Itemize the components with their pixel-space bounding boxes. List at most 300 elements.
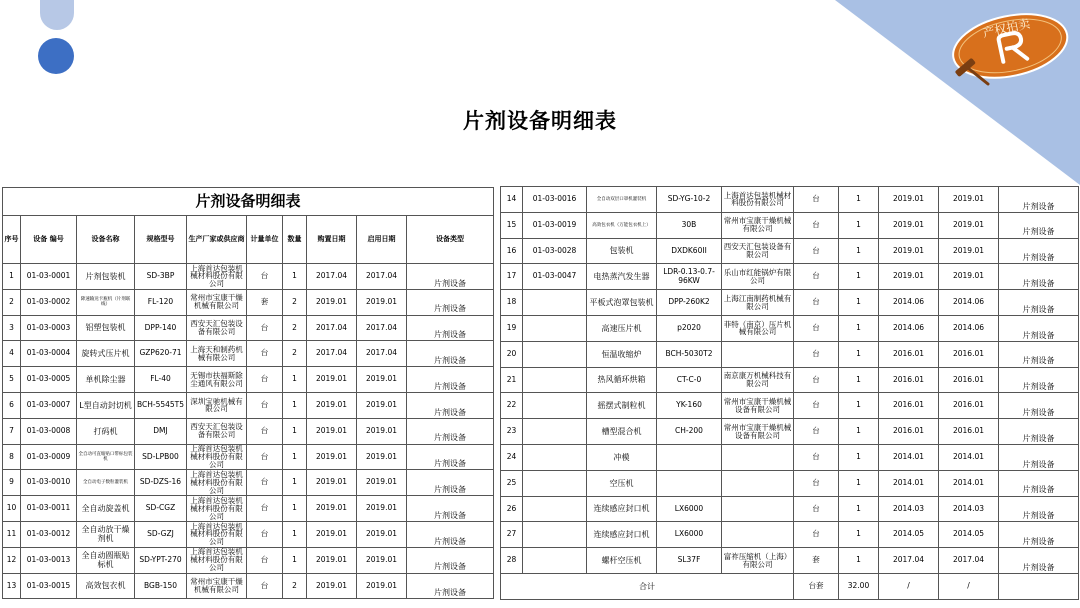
table-cell: 台 bbox=[794, 470, 839, 496]
table-cell bbox=[523, 444, 587, 470]
table-row bbox=[3, 573, 494, 599]
table-cell: 2019.01 bbox=[357, 470, 407, 496]
table-cell: 菲特（南京）压片机械有限公司 bbox=[722, 315, 794, 341]
table-cell: 2014.05 bbox=[879, 522, 939, 548]
table-cell: p2020 bbox=[657, 315, 722, 341]
table-cell: 1 bbox=[839, 212, 879, 238]
table-cell: 空压机 bbox=[587, 470, 657, 496]
table-cell: LX6000 bbox=[657, 522, 722, 548]
table-cell: 全自动旋盖机 bbox=[77, 496, 135, 522]
table-cell bbox=[523, 470, 587, 496]
table-cell: 片剂设备 bbox=[407, 264, 494, 290]
table-cell: 2017.04 bbox=[357, 315, 407, 341]
table-cell: 01-03-0019 bbox=[523, 212, 587, 238]
table-cell: 西安天汇包装设备有限公司 bbox=[722, 238, 794, 264]
table-cell: 台 bbox=[247, 392, 283, 418]
table-cell: 2019.01 bbox=[307, 521, 357, 547]
table-row bbox=[501, 548, 1079, 574]
table-row bbox=[3, 547, 494, 573]
equipment-table-left bbox=[2, 187, 494, 599]
table-cell: 2019.01 bbox=[307, 547, 357, 573]
table-cell: 4 bbox=[3, 341, 21, 367]
table-cell: L型自动封切机 bbox=[77, 392, 135, 418]
table-cell: 片剂设备 bbox=[999, 290, 1079, 316]
table-cell: 全自动电子数粒灌装机 bbox=[77, 470, 135, 496]
table-cell: 套 bbox=[247, 289, 283, 315]
table-cell: 打码机 bbox=[77, 418, 135, 444]
table-cell: 2016.01 bbox=[939, 367, 999, 393]
table-cell: 1 bbox=[283, 521, 307, 547]
table-cell: 19 bbox=[501, 315, 523, 341]
table-row bbox=[3, 264, 494, 290]
table-cell: 16 bbox=[501, 238, 523, 264]
table-cell: 上海首达包装机械材料股份有限公司 bbox=[187, 470, 247, 496]
table-cell bbox=[523, 315, 587, 341]
table-row bbox=[501, 315, 1079, 341]
table-cell: 1 bbox=[839, 264, 879, 290]
table-cell: YK-160 bbox=[657, 393, 722, 419]
table-cell: 片剂设备 bbox=[999, 393, 1079, 419]
table-cell: 1 bbox=[839, 393, 879, 419]
table-cell: 11 bbox=[3, 521, 21, 547]
decorative-circle bbox=[38, 38, 74, 74]
table-cell: 连续感应封口机 bbox=[587, 522, 657, 548]
table-cell: 全自动双层口罩机灌装机 bbox=[587, 187, 657, 213]
table-cell: 1 bbox=[839, 548, 879, 574]
table-cell: 1 bbox=[283, 418, 307, 444]
table-cell: 台 bbox=[794, 444, 839, 470]
table-cell: 1 bbox=[283, 547, 307, 573]
table-row bbox=[3, 521, 494, 547]
equipment-table-right bbox=[500, 186, 1079, 600]
table-cell bbox=[523, 393, 587, 419]
table-cell: CT-C-0 bbox=[657, 367, 722, 393]
table-cell: 9 bbox=[3, 470, 21, 496]
table-cell bbox=[722, 444, 794, 470]
table-cell: 台 bbox=[247, 264, 283, 290]
column-header: 数量 bbox=[283, 216, 307, 264]
table-cell: 台 bbox=[794, 264, 839, 290]
table-cell: 片剂设备 bbox=[999, 367, 1079, 393]
table-cell: CH-200 bbox=[657, 419, 722, 445]
table-row bbox=[501, 444, 1079, 470]
table-cell bbox=[657, 470, 722, 496]
table-cell: 01-03-0002 bbox=[21, 289, 77, 315]
table-cell: 01-03-0047 bbox=[523, 264, 587, 290]
table-cell: 片剂包装机 bbox=[77, 264, 135, 290]
table-cell: 常州市宝康干燥机械设备有限公司 bbox=[722, 419, 794, 445]
table-cell: 高效包衣机 bbox=[77, 573, 135, 599]
table-cell: 2019.01 bbox=[357, 444, 407, 470]
table-cell: 片剂设备 bbox=[999, 315, 1079, 341]
table-row bbox=[3, 470, 494, 496]
table-cell: 热风循环烘箱 bbox=[587, 367, 657, 393]
table-cell: GZP620-71 bbox=[135, 341, 187, 367]
table-cell: 高速压片机 bbox=[587, 315, 657, 341]
table-cell bbox=[523, 341, 587, 367]
table-cell: 10 bbox=[3, 496, 21, 522]
table-cell: 5 bbox=[3, 367, 21, 393]
table-cell: 台 bbox=[247, 418, 283, 444]
table-cell: 1 bbox=[283, 444, 307, 470]
table-cell: 台 bbox=[794, 419, 839, 445]
table-cell bbox=[722, 496, 794, 522]
table-row bbox=[501, 238, 1079, 264]
table-cell: 22 bbox=[501, 393, 523, 419]
total-cell: 合计 bbox=[501, 573, 794, 599]
table-row bbox=[501, 522, 1079, 548]
table-cell: 15 bbox=[501, 212, 523, 238]
table-cell: 台 bbox=[247, 367, 283, 393]
table-cell: 全自动放干燥剂机 bbox=[77, 521, 135, 547]
table-cell: 2019.01 bbox=[307, 367, 357, 393]
table-title: 片剂设备明细表 bbox=[3, 188, 494, 216]
table-cell: 2016.01 bbox=[879, 341, 939, 367]
table-cell: 台 bbox=[794, 315, 839, 341]
table-cell: 1 bbox=[839, 187, 879, 213]
table-cell: 2019.01 bbox=[939, 238, 999, 264]
table-cell: 连续感应封口机 bbox=[587, 496, 657, 522]
table-cell: 台 bbox=[794, 290, 839, 316]
table-row bbox=[3, 289, 494, 315]
table-cell: 01-03-0015 bbox=[21, 573, 77, 599]
table-cell: FL-40 bbox=[135, 367, 187, 393]
table-cell: 螺杆空压机 bbox=[587, 548, 657, 574]
table-row bbox=[3, 496, 494, 522]
table-cell: 21 bbox=[501, 367, 523, 393]
table-cell: 01-03-0016 bbox=[523, 187, 587, 213]
table-cell: SD-3BP bbox=[135, 264, 187, 290]
column-header: 启用日期 bbox=[357, 216, 407, 264]
table-cell: 18 bbox=[501, 290, 523, 316]
table-cell: 2019.01 bbox=[307, 573, 357, 599]
table-cell: 台 bbox=[794, 341, 839, 367]
table-cell: 2017.04 bbox=[357, 264, 407, 290]
table-cell: 台 bbox=[794, 393, 839, 419]
table-cell: 1 bbox=[839, 238, 879, 264]
table-cell: 2014.06 bbox=[879, 290, 939, 316]
table-cell: 1 bbox=[283, 470, 307, 496]
table-cell bbox=[722, 522, 794, 548]
table-cell: 上海首达包装机械材料股份有限公司 bbox=[722, 187, 794, 213]
table-cell: 上海首达包装机械材料股份有限公司 bbox=[187, 496, 247, 522]
table-cell: 片剂设备 bbox=[407, 573, 494, 599]
table-cell: 2019.01 bbox=[357, 521, 407, 547]
table-cell: 片剂设备 bbox=[407, 367, 494, 393]
total-cell: / bbox=[879, 573, 939, 599]
table-cell: 2 bbox=[283, 341, 307, 367]
table-cell bbox=[523, 367, 587, 393]
table-cell: BCH-5545T5 bbox=[135, 392, 187, 418]
table-cell: 24 bbox=[501, 444, 523, 470]
table-cell: 2019.01 bbox=[939, 187, 999, 213]
total-cell: / bbox=[939, 573, 999, 599]
table-cell: 2014.06 bbox=[939, 290, 999, 316]
table-cell: 铝塑包装机 bbox=[77, 315, 135, 341]
table-cell: 26 bbox=[501, 496, 523, 522]
table-row bbox=[501, 290, 1079, 316]
table-cell: 13 bbox=[3, 573, 21, 599]
table-cell: SD-GZJ bbox=[135, 521, 187, 547]
table-cell: 01-03-0011 bbox=[21, 496, 77, 522]
table-cell: 25 bbox=[501, 470, 523, 496]
table-cell: 西安天汇包装设备有限公司 bbox=[187, 418, 247, 444]
table-cell bbox=[657, 444, 722, 470]
table-cell: 片剂设备 bbox=[407, 315, 494, 341]
table-cell: 台 bbox=[247, 521, 283, 547]
table-cell: 27 bbox=[501, 522, 523, 548]
table-cell bbox=[523, 419, 587, 445]
table-cell: 01-03-0007 bbox=[21, 392, 77, 418]
table-cell: 1 bbox=[839, 419, 879, 445]
table-cell: 台 bbox=[247, 547, 283, 573]
table-cell: 常州市宝康干燥机械有限公司 bbox=[722, 212, 794, 238]
table-cell: 台 bbox=[794, 367, 839, 393]
table-cell: 台 bbox=[794, 522, 839, 548]
table-cell: 2019.01 bbox=[879, 264, 939, 290]
table-cell: DPP-260K2 bbox=[657, 290, 722, 316]
table-cell: 片剂设备 bbox=[999, 187, 1079, 213]
table-cell: 1 bbox=[3, 264, 21, 290]
column-header: 购置日期 bbox=[307, 216, 357, 264]
table-cell: 2019.01 bbox=[939, 212, 999, 238]
table-cell: 12 bbox=[3, 547, 21, 573]
table-cell: 片剂设备 bbox=[407, 289, 494, 315]
table-cell: SD-LPB00 bbox=[135, 444, 187, 470]
table-cell: 1 bbox=[283, 496, 307, 522]
table-cell: 台 bbox=[794, 187, 839, 213]
table-cell: 常州市宝康干燥机械有限公司 bbox=[187, 573, 247, 599]
table-cell: 01-03-0004 bbox=[21, 341, 77, 367]
table-cell: 单机除尘器 bbox=[77, 367, 135, 393]
table-cell: 台 bbox=[247, 496, 283, 522]
table-row bbox=[3, 315, 494, 341]
table-cell: 常州市宝康干燥机械有限公司 bbox=[187, 289, 247, 315]
table-cell: 西安天汇包装设备有限公司 bbox=[187, 315, 247, 341]
table-cell: 17 bbox=[501, 264, 523, 290]
table-cell: 20 bbox=[501, 341, 523, 367]
table-cell: 台 bbox=[247, 444, 283, 470]
table-row bbox=[501, 187, 1079, 213]
table-cell: 2014.01 bbox=[879, 444, 939, 470]
table-cell: BCH-5030T2 bbox=[657, 341, 722, 367]
table-cell: 全自动可直缩贴口带标包装机 bbox=[77, 444, 135, 470]
table-cell bbox=[523, 496, 587, 522]
table-cell: 14 bbox=[501, 187, 523, 213]
table-cell: LDR-0.13-0.7-96KW bbox=[657, 264, 722, 290]
table-cell: 01-03-0028 bbox=[523, 238, 587, 264]
decorative-bar bbox=[40, 0, 74, 30]
table-cell: 1 bbox=[839, 470, 879, 496]
table-cell: 2017.04 bbox=[939, 548, 999, 574]
table-cell: 1 bbox=[839, 444, 879, 470]
table-row bbox=[3, 418, 494, 444]
table-cell: 冲模 bbox=[587, 444, 657, 470]
table-cell: 30B bbox=[657, 212, 722, 238]
table-cell: 2016.01 bbox=[939, 393, 999, 419]
table-cell: 2014.03 bbox=[939, 496, 999, 522]
total-row bbox=[501, 573, 1079, 599]
table-cell: 2 bbox=[283, 573, 307, 599]
table-cell: 上海首达包装机械材料股份有限公司 bbox=[187, 444, 247, 470]
table-cell: 上海首达包装机械材料股份有限公司 bbox=[187, 547, 247, 573]
table-cell: 上海首达包装机械材料股份有限公司 bbox=[187, 521, 247, 547]
table-row bbox=[501, 496, 1079, 522]
table-cell: 2019.01 bbox=[357, 547, 407, 573]
table-cell: 7 bbox=[3, 418, 21, 444]
table-row bbox=[501, 393, 1079, 419]
table-row bbox=[3, 392, 494, 418]
table-cell: 8 bbox=[3, 444, 21, 470]
table-cell: 1 bbox=[839, 341, 879, 367]
table-cell: 2019.01 bbox=[357, 392, 407, 418]
table-cell: 1 bbox=[283, 392, 307, 418]
table-cell: 2 bbox=[283, 289, 307, 315]
table-cell: SD-CGZ bbox=[135, 496, 187, 522]
table-cell: 乐山市红能锅炉有限公司 bbox=[722, 264, 794, 290]
total-cell bbox=[999, 573, 1079, 599]
logo-text: 产权拍卖 bbox=[981, 16, 1032, 41]
table-cell: 2014.06 bbox=[939, 315, 999, 341]
table-cell: 1 bbox=[283, 367, 307, 393]
column-header: 计量单位 bbox=[247, 216, 283, 264]
table-cell: 片剂设备 bbox=[999, 522, 1079, 548]
table-cell: 2014.01 bbox=[939, 444, 999, 470]
table-cell: 台 bbox=[794, 238, 839, 264]
table-row bbox=[501, 367, 1079, 393]
table-cell: 2014.01 bbox=[939, 470, 999, 496]
table-cell: 01-03-0005 bbox=[21, 367, 77, 393]
table-cell: 片剂设备 bbox=[999, 238, 1079, 264]
table-cell: LX6000 bbox=[657, 496, 722, 522]
table-cell: 2019.01 bbox=[357, 367, 407, 393]
table-cell: 2014.06 bbox=[879, 315, 939, 341]
table-cell: 降速输送卡瓶机（片剂联线） bbox=[77, 289, 135, 315]
table-cell: 片剂设备 bbox=[999, 264, 1079, 290]
table-cell: 2016.01 bbox=[879, 419, 939, 445]
table-cell: 2014.01 bbox=[879, 470, 939, 496]
table-cell: 1 bbox=[839, 496, 879, 522]
table-cell: 台 bbox=[247, 341, 283, 367]
table-cell: 旋转式压片机 bbox=[77, 341, 135, 367]
table-row bbox=[501, 212, 1079, 238]
table-cell: 2019.01 bbox=[307, 392, 357, 418]
table-cell: 深圳宝驰机械有限公司 bbox=[187, 392, 247, 418]
column-header: 设备 编号 bbox=[21, 216, 77, 264]
table-row bbox=[501, 419, 1079, 445]
table-cell: 摇摆式制粒机 bbox=[587, 393, 657, 419]
table-cell: 片剂设备 bbox=[999, 470, 1079, 496]
table-cell: 南京康万机械科技有限公司 bbox=[722, 367, 794, 393]
table-cell: 2019.01 bbox=[357, 573, 407, 599]
table-cell: 2 bbox=[283, 315, 307, 341]
table-cell: FL-120 bbox=[135, 289, 187, 315]
table-cell bbox=[722, 341, 794, 367]
table-cell: 富祚压缩机（上海）有限公司 bbox=[722, 548, 794, 574]
table-cell: 套 bbox=[794, 548, 839, 574]
table-cell bbox=[722, 470, 794, 496]
table-cell: 片剂设备 bbox=[407, 341, 494, 367]
table-cell: 平板式泡罩包装机 bbox=[587, 290, 657, 316]
total-cell: 32.00 bbox=[839, 573, 879, 599]
table-cell: 2019.01 bbox=[357, 289, 407, 315]
table-cell: 片剂设备 bbox=[999, 419, 1079, 445]
table-cell: 2016.01 bbox=[939, 419, 999, 445]
table-cell: 2019.01 bbox=[307, 444, 357, 470]
table-cell: 无锡市扶福斯除尘通风有限公司 bbox=[187, 367, 247, 393]
table-cell: 1 bbox=[839, 290, 879, 316]
table-cell: 2019.01 bbox=[307, 418, 357, 444]
total-cell: 台套 bbox=[794, 573, 839, 599]
table-cell: 2017.04 bbox=[879, 548, 939, 574]
table-cell: 片剂设备 bbox=[407, 418, 494, 444]
table-cell: DXDK60II bbox=[657, 238, 722, 264]
table-cell: 01-03-0008 bbox=[21, 418, 77, 444]
table-cell: 1 bbox=[839, 522, 879, 548]
table-cell: 01-03-0009 bbox=[21, 444, 77, 470]
table-cell: 2019.01 bbox=[357, 496, 407, 522]
table-cell: 2019.01 bbox=[307, 289, 357, 315]
table-cell: 台 bbox=[794, 496, 839, 522]
table-cell: BGB-150 bbox=[135, 573, 187, 599]
table-cell: 片剂设备 bbox=[407, 521, 494, 547]
table-cell: 槽型混合机 bbox=[587, 419, 657, 445]
column-header: 序号 bbox=[3, 216, 21, 264]
table-cell: 常州市宝康干燥机械设备有限公司 bbox=[722, 393, 794, 419]
table-cell: 台 bbox=[247, 573, 283, 599]
table-cell: 2017.04 bbox=[357, 341, 407, 367]
table-cell: 上海首达包装机械材料股份有限公司 bbox=[187, 264, 247, 290]
table-cell: 01-03-0013 bbox=[21, 547, 77, 573]
table-row bbox=[501, 264, 1079, 290]
table-cell: 2014.05 bbox=[939, 522, 999, 548]
page-title: 片剂设备明细表 bbox=[463, 109, 617, 133]
table-cell: 01-03-0001 bbox=[21, 264, 77, 290]
table-cell: 片剂设备 bbox=[999, 496, 1079, 522]
table-cell bbox=[523, 290, 587, 316]
table-cell: 片剂设备 bbox=[407, 392, 494, 418]
column-header: 设备类型 bbox=[407, 216, 494, 264]
table-cell: 2016.01 bbox=[879, 393, 939, 419]
column-header: 规格型号 bbox=[135, 216, 187, 264]
table-cell: 2016.01 bbox=[939, 341, 999, 367]
table-cell: 23 bbox=[501, 419, 523, 445]
table-cell: 片剂设备 bbox=[999, 341, 1079, 367]
table-cell: 全自动圆瓶贴标机 bbox=[77, 547, 135, 573]
table-cell: 2017.04 bbox=[307, 264, 357, 290]
table-cell: 2019.01 bbox=[939, 264, 999, 290]
table-cell: 2014.03 bbox=[879, 496, 939, 522]
table-cell: 6 bbox=[3, 392, 21, 418]
table-cell: SD-YPT-270 bbox=[135, 547, 187, 573]
table-cell: SL37F bbox=[657, 548, 722, 574]
table-cell: 台 bbox=[247, 315, 283, 341]
table-cell: 2019.01 bbox=[307, 496, 357, 522]
table-cell: 3 bbox=[3, 315, 21, 341]
table-cell: 片剂设备 bbox=[999, 548, 1079, 574]
table-cell: 台 bbox=[794, 212, 839, 238]
table-cell: 片剂设备 bbox=[407, 496, 494, 522]
table-cell: 2017.04 bbox=[307, 341, 357, 367]
table-cell: 台 bbox=[247, 470, 283, 496]
table-cell: 2019.01 bbox=[307, 470, 357, 496]
table-cell: 恒温收缩炉 bbox=[587, 341, 657, 367]
table-cell: DPP-140 bbox=[135, 315, 187, 341]
table-cell: 2019.01 bbox=[879, 238, 939, 264]
table-cell: SD-YG-10-2 bbox=[657, 187, 722, 213]
table-cell: 片剂设备 bbox=[407, 470, 494, 496]
table-row bbox=[501, 341, 1079, 367]
